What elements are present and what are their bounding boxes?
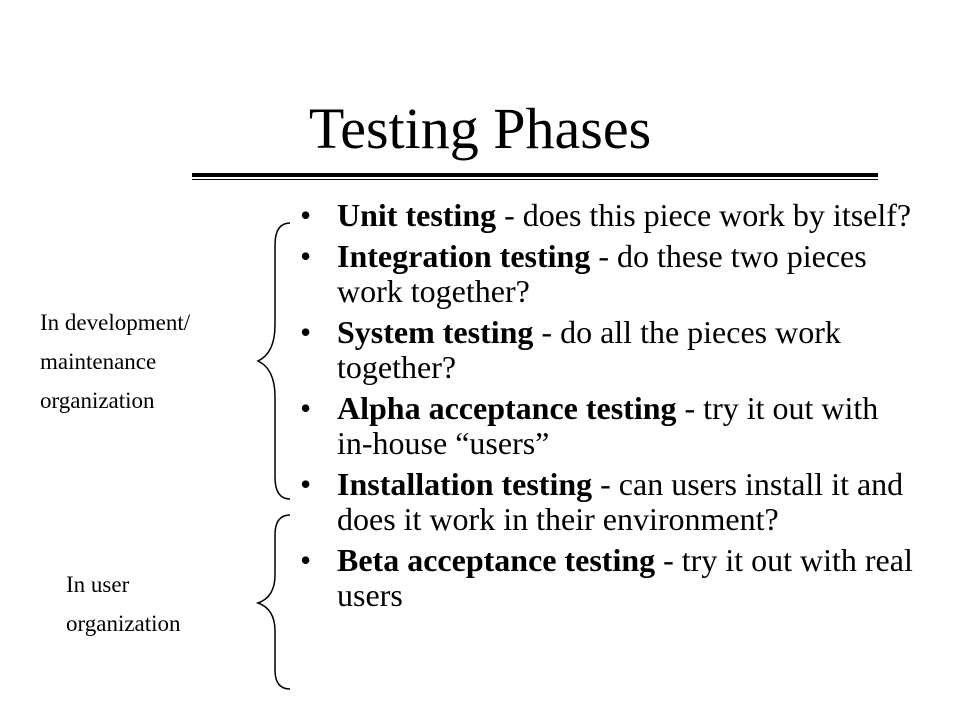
slide-title: Testing Phases xyxy=(308,96,652,161)
bullet-desc: - can users install it and does it work in their environment? xyxy=(337,466,904,537)
bullet-term: Alpha acceptance testing xyxy=(337,390,677,426)
title-rule-thick xyxy=(192,173,878,177)
bullet-list xyxy=(300,198,920,619)
group-braces xyxy=(250,215,300,695)
group-label-user: In user organization xyxy=(66,572,181,636)
bullet-term: Unit testing xyxy=(337,197,497,233)
bullet-item xyxy=(300,467,920,537)
brace-user xyxy=(258,515,290,689)
bullet-desc: - do all the pieces work together? xyxy=(337,314,841,385)
bullet-desc: - does this piece work by itself? xyxy=(496,197,912,233)
bullet-item xyxy=(300,239,920,309)
bullet-term: Beta acceptance testing xyxy=(337,542,656,578)
bullet-term: Installation testing xyxy=(337,466,593,502)
bullet-desc: - try it out with real users xyxy=(337,542,913,613)
bullet-desc: - try it out with in-house “users” xyxy=(337,390,879,461)
bullet-item xyxy=(300,198,920,233)
bullet-item xyxy=(300,391,920,461)
title-rule-thin xyxy=(192,179,878,180)
bullet-item xyxy=(300,315,920,385)
bullet-desc: - do these two pieces work together? xyxy=(337,238,867,309)
brace-development xyxy=(258,223,290,499)
bullet-term: System testing xyxy=(337,314,534,350)
bullet-term: Integration testing xyxy=(337,238,591,274)
group-label-development: In development/ maintenance organization xyxy=(40,310,191,413)
bullet-item xyxy=(300,543,920,613)
